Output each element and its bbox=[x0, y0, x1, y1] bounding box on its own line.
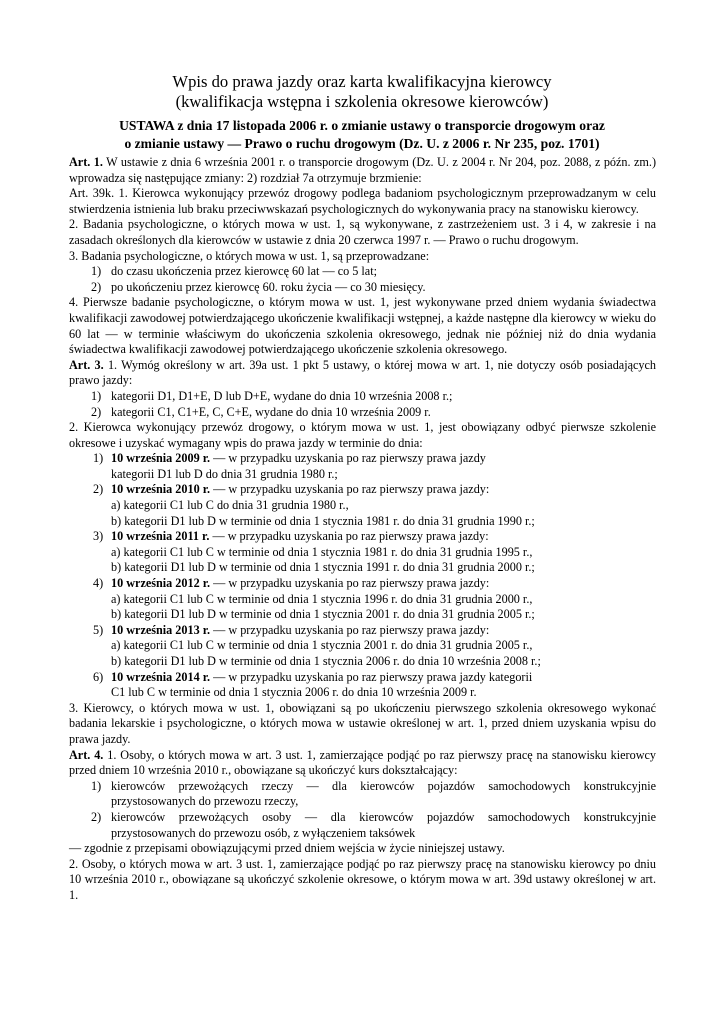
article-4-intro: Art. 4. 1. Osoby, o których mowa w art. 3 ust. 1, zamierzające podjąć po raz pierwszy pracę na stanowisku kierowcy przed dniem 10 września 2010 r., obowiązane są ukończyć kurs dokształcający: bbox=[69, 747, 656, 778]
act-heading-line-1: USTAWA z dnia 17 listopada 2006 r. o zmianie ustawy o transporcie drogowym oraz bbox=[119, 118, 605, 133]
article-39k-para-4: 4. Pierwsze badanie psychologiczne, o którym mowa w ust. 1, jest wykonywane przed dniem wydania świadectwa kwalifikacji zawodowej potwierdzającego ukończenie kwalifikacji wstępnej, a każde następne dla kierowcy w wieku do 60 lat — w terminie właściwym do ukończenia szkolenia okresowego, jednak nie później niż do dnia wydania świadectwa kwalifikacji zawodowej potwierdzającego ukończenie szkolenia okresowego. bbox=[69, 295, 656, 357]
deadline-subitem: kategorii D1 lub D do dnia 31 grudnia 1980 r.; bbox=[111, 466, 338, 481]
list-item: 1) do czasu ukończenia przez kierowcę 60 lat — co 5 lat; bbox=[91, 264, 377, 279]
deadline-item: 5) 10 września 2013 r. — w przypadku uzyskania po raz pierwszy prawa jazdy: bbox=[93, 622, 490, 637]
list-item: 2) kategorii C1, C1+E, C, C+E, wydane do dnia 10 września 2009 r. bbox=[91, 404, 431, 419]
article-4-closing: — zgodnie z przepisami obowiązującymi przed dniem wejścia w życie niniejszej ustawy. bbox=[69, 841, 505, 856]
act-heading-line-2: o zmianie ustawy — Prawo o ruchu drogowym (Dz. U. z 2006 r. Nr 235, poz. 1701) bbox=[124, 136, 600, 151]
deadline-subitem: a) kategorii C1 lub C w terminie od dnia 1 stycznia 1981 r. do dnia 31 grudnia 1995 r., bbox=[111, 544, 533, 559]
document-body bbox=[69, 155, 656, 904]
list-item: 2) po ukończeniu przez kierowcę 60. roku życia — co 30 miesięcy. bbox=[91, 279, 426, 294]
title-line-2: (kwalifikacja wstępna i szkolenia okresowe kierowców) bbox=[175, 92, 549, 111]
deadline-subitem: C1 lub C w terminie od dnia 1 stycznia 2006 r. do dnia 10 września 2009 r. bbox=[111, 685, 477, 700]
article-3-para-2: 2. Kierowca wykonujący przewóz drogowy, o którym mowa w ust. 1, jest obowiązany odbyć pierwsze szkolenie okresowe i uzyskać wymagany wpis do prawa jazdy w terminie do dnia: bbox=[69, 420, 656, 450]
article-3-label: Art. 3. bbox=[69, 357, 104, 372]
article-1-label: Art. 1. bbox=[69, 155, 103, 169]
list-item: 2) kierowców przewożących osoby — dla kierowców pojazdów samochodowych konstrukcyjnie przystosowanych do przewozu osób, z wyłączeniem taksówek bbox=[91, 809, 656, 840]
deadline-item: 3) 10 września 2011 r. — w przypadku uzyskania po raz pierwszy prawa jazdy: bbox=[93, 529, 489, 544]
article-39k-para-3: 3. Badania psychologiczne, o których mowa w ust. 1, są przeprowadzane: bbox=[69, 248, 430, 263]
list-item: 1) kierowców przewożących rzeczy — dla kierowców pojazdów samochodowych konstrukcyjnie przystosowanych do przewozu rzeczy, bbox=[91, 778, 656, 809]
deadline-subitem: a) kategorii C1 lub C w terminie od dnia 1 stycznia 2001 r. do dnia 31 grudnia 2005 r., bbox=[111, 638, 533, 653]
deadline-subitem: b) kategorii D1 lub D w terminie od dnia 1 stycznia 2001 r. do dnia 31 grudnia 2005 r.; bbox=[111, 607, 535, 622]
deadline-subitem: b) kategorii D1 lub D w terminie od dnia 1 stycznia 2006 r. do dnia 10 września 2008 r.; bbox=[111, 654, 541, 668]
deadline-subitem: b) kategorii D1 lub D w terminie od dnia 1 stycznia 1981 r. do dnia 31 grudnia 1990 r.; bbox=[111, 513, 535, 528]
act-heading bbox=[60, 117, 664, 153]
title-line-1: Wpis do prawa jazdy oraz karta kwalifikacyjna kierowcy bbox=[172, 72, 552, 91]
deadline-item: 2) 10 września 2010 r. — w przypadku uzyskania po raz pierwszy prawa jazdy: bbox=[93, 482, 490, 497]
article-4-label: Art. 4. bbox=[69, 747, 104, 762]
deadline-item: 4) 10 września 2012 r. — w przypadku uzyskania po raz pierwszy prawa jazdy: bbox=[93, 576, 490, 591]
article-39k-para-2: 2. Badania psychologiczne, o których mowa w ust. 1, są wykonywane, z zastrzeżeniem ust. 3 i 4, w zakresie i na zasadach określonych dla kierowców w ustawie z dnia 20 czerwca 1997 r. — Prawo o ruchu drogowym. bbox=[69, 217, 656, 247]
document-title bbox=[0, 72, 724, 112]
article-3-intro: Art. 3. 1. Wymóg określony w art. 39a ust. 1 pkt 5 ustawy, o której mowa w art. 1, nie dotyczy osób posiadających prawo jazdy: bbox=[69, 357, 656, 388]
article-1-intro: Art. 1. W ustawie z dnia 6 września 2001 r. o transporcie drogowym (Dz. U. z 2004 r. Nr 204, poz. 2088, z późn. zm.) wprowadza się następujące zmiany: 2) rozdział 7a otrzymuje brzmienie: bbox=[69, 155, 657, 185]
list-item: 1) kategorii D1, D1+E, D lub D+E, wydane do dnia 10 września 2008 r.; bbox=[91, 388, 453, 403]
deadline-item: 1) 10 września 2009 r. — w przypadku uzyskania po raz pierwszy prawa jazdy bbox=[93, 451, 486, 466]
deadline-subitem: b) kategorii D1 lub D w terminie od dnia 1 stycznia 1991 r. do dnia 31 grudnia 2000 r.; bbox=[111, 560, 535, 575]
deadline-subitem: a) kategorii C1 lub C w terminie od dnia 1 stycznia 1996 r. do dnia 31 grudnia 2000 r., bbox=[111, 591, 533, 606]
article-39k-para-1: Art. 39k. 1. Kierowca wykonujący przewóz drogowy podlega badaniom psychologicznym przeprowadzanym w celu stwierdzenia istnienia lub braku przeciwwskazań psychologicznych do wykonywania pracy na stanowisku kierowcy. bbox=[69, 186, 656, 216]
article-4-para-2: 2. Osoby, o których mowa w art. 3 ust. 1, zamierzające podjąć po raz pierwszy pracę na stanowisku kierowcy po dniu 10 września 2010 r., obowiązane są ukończyć szkolenie okresowe, o którym mowa w art. 39d ustawy określonej w art. 1. bbox=[69, 856, 656, 902]
article-3-para-3: 3. Kierowcy, o których mowa w ust. 1, obowiązani są po ukończeniu pierwszego szkolenia okresowego wykonać badania lekarskie i psychologiczne, o których mowa w ustawie określonej w art. 1, przed dniem uzyskania wpisu do prawa jazdy. bbox=[69, 700, 656, 746]
deadline-item: 6) 10 września 2014 r. — w przypadku uzyskania po raz pierwszy prawa jazdy kategorii bbox=[93, 669, 533, 684]
deadline-subitem: a) kategorii C1 lub C do dnia 31 grudnia 1980 r., bbox=[111, 498, 349, 513]
